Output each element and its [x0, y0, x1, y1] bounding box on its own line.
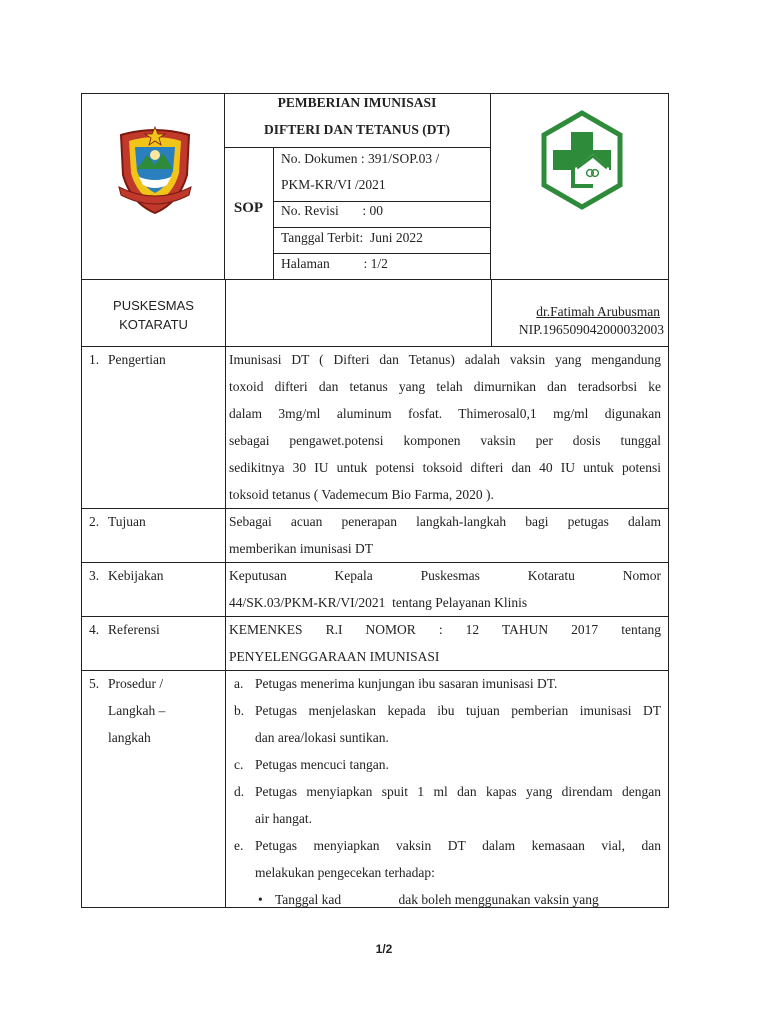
document-number-line2: PKM-KR/VI /2021 [281, 177, 386, 192]
paragraph-line: toksoid tetanus ( Vademecum Bio Farma, 2020 ). [229, 487, 494, 502]
bullet-icon: • [258, 892, 263, 907]
section-label: Langkah – [108, 703, 166, 718]
step-text: Petugas menyiapkan spuit 1 ml dan kapas yang direndam dengan [255, 784, 661, 799]
section-number: 1. [89, 352, 100, 367]
step-letter: b. [234, 703, 245, 718]
paragraph-line: KEMENKES R.I NOMOR : 12 TAHUN 2017 tentang [229, 622, 661, 637]
section-tujuan [81, 509, 669, 563]
section-pengertian [81, 347, 669, 509]
paragraph-line: Imunisasi DT ( Difteri dan Tetanus) adalah vaksin yang mengandung [229, 352, 661, 367]
revision-number: No. Revisi : 00 [281, 203, 384, 218]
puskesmas-logo-icon [539, 110, 625, 210]
section-kebijakan [81, 563, 669, 617]
paragraph-line: sedikitnya 30 IU untuk potensi toksoid difteri dan 40 IU untuk potensi [229, 460, 661, 475]
section-prosedur [81, 671, 669, 908]
step-text: dan area/lokasi suntikan. [255, 730, 389, 745]
section-label: Tujuan [108, 514, 146, 529]
step-text: Petugas mencuci tangan. [255, 757, 389, 772]
step-text: air hangat. [255, 811, 312, 826]
section-number: 5. [89, 676, 100, 691]
substep-text: Tanggal kad dak boleh menggunakan vaksin yang [275, 892, 599, 907]
paragraph-line: dalam 3mg/ml aluminum fosfat. Thimerosal0,1 mg/ml digunakan [229, 406, 661, 421]
approval-row [81, 280, 669, 347]
section-number: 3. [89, 568, 100, 583]
document-title-line1: PEMBERIAN IMUNISASI [277, 95, 437, 110]
puskesmas-name-line1: PUSKESMAS [113, 298, 194, 313]
section-label: langkah [108, 730, 151, 745]
paragraph-line: Keputusan Kepala Puskesmas Kotaratu Nomor [229, 568, 661, 583]
paragraph-line: memberikan imunisasi DT [229, 541, 373, 556]
step-letter: a. [234, 676, 244, 691]
section-referensi [81, 617, 669, 671]
step-text: melakukan pengecekan terhadap: [255, 865, 435, 880]
step-letter: d. [234, 784, 245, 799]
paragraph-line: sebagai pengawet.potensi komponen vaksin per dosis tunggal [229, 433, 661, 448]
regency-emblem-icon [109, 125, 201, 217]
page-count: Halaman : 1/2 [281, 256, 388, 271]
step-text: Petugas menjelaskan kepada ibu tujuan pemberian imunisasi DT [255, 703, 661, 718]
step-letter: e. [234, 838, 244, 853]
step-text: Petugas menerima kunjungan ibu sasaran imunisasi DT. [255, 676, 558, 691]
issue-date: Tanggal Terbit: Juni 2022 [281, 230, 423, 245]
section-label: Prosedur / [108, 676, 164, 691]
document-title-line2: DIFTERI DAN TETANUS (DT) [264, 122, 450, 137]
signer-nip: NIP.196509042000032003 [518, 322, 664, 337]
puskesmas-name-line2: KOTARATU [119, 317, 188, 332]
section-number: 2. [89, 514, 100, 529]
section-number: 4. [89, 622, 100, 637]
signer-name: dr.Fatimah Arubusman [536, 304, 660, 319]
page-number: 1/2 [375, 942, 393, 956]
paragraph-line: PENYELENGGARAAN IMUNISASI [229, 649, 440, 664]
document-number-line1: No. Dokumen : 391/SOP.03 / [281, 151, 440, 166]
sop-header [81, 93, 669, 280]
section-label: Pengertian [108, 352, 166, 367]
sop-label: SOP [233, 200, 264, 216]
step-text: Petugas menyiapkan vaksin DT dalam kemasaan vial, dan [255, 838, 661, 853]
paragraph-line: 44/SK.03/PKM-KR/VI/2021 tentang Pelayanan Klinis [229, 595, 528, 610]
step-letter: c. [234, 757, 244, 772]
section-label: Referensi [108, 622, 160, 637]
paragraph-line: Sebagai acuan penerapan langkah-langkah bagi petugas dalam [229, 514, 661, 529]
paragraph-line: toxoid difteri dan tetanus yang telah dimurnikan dan teradsorbsi ke [229, 379, 661, 394]
section-label: Kebijakan [108, 568, 164, 583]
